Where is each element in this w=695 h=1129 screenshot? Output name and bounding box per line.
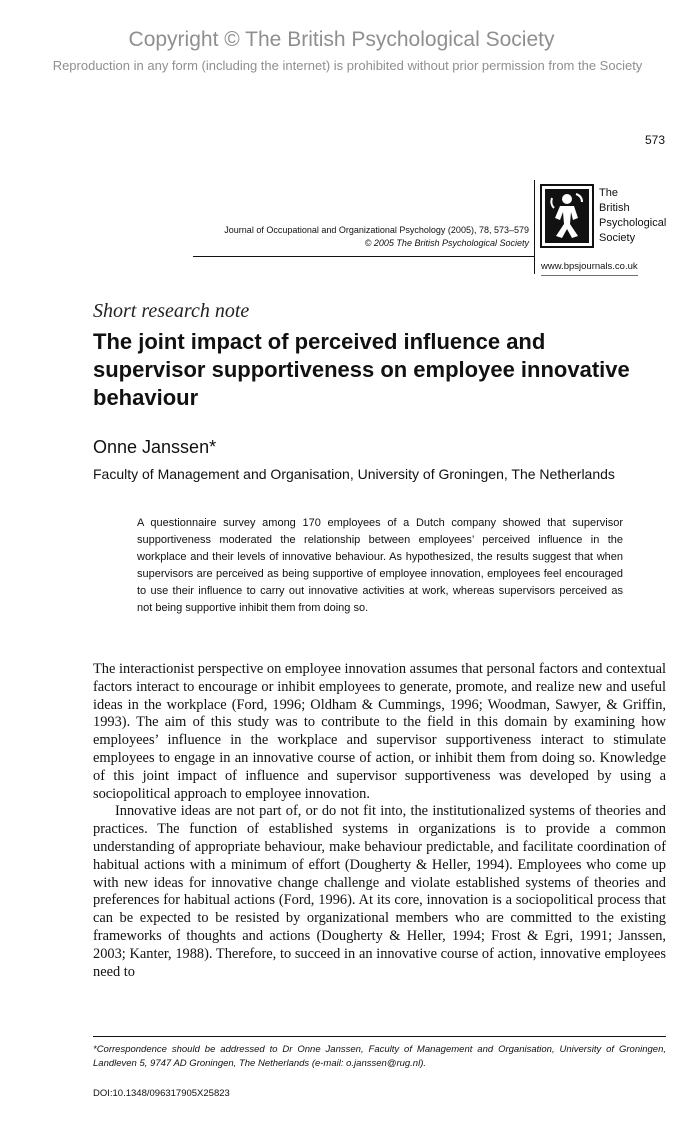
body-paragraph: The interactionist perspective on employee innovation assumes that personal factors and contextual factors interact to encourage or inhibit employees to generate, promote, and realize new and useful ideas in the workplace (Ford, 1996; Oldham & Cummings, 1996; Woodman, Sawyer, & Griffin, 1993). The aim of this study was to contribute to the field in this domain by examining how employees’ influence in the workplace and supervisor supportiveness interact to stimulate employees to engage in an innovative course of action, or inhibit them from doing so. Knowledge of this joint impact of influence and supervisor supportiveness was developed by using a sociopolitical approach to employee innovation. — [93, 661, 666, 802]
body-text — [93, 661, 666, 981]
journal-citation-block — [224, 224, 529, 250]
publisher-name-line: Society — [599, 232, 636, 244]
reproduction-notice: Reproduction in any form (including the internet) is prohibited without prior permission from the Society — [52, 58, 643, 73]
publisher-name-line: British — [599, 202, 630, 214]
author-name: Onne Janssen* — [93, 437, 217, 457]
body-paragraph: Innovative ideas are not part of, or do not fit into, the institutionalized systems of theories and practices. The function of established systems in organizations is to provide a common understanding of appropriate behaviour, make behaviour predictable, and facilitate coordination of habitual actions with a minimum of effort (Dougherty & Heller, 1994). Employees who come up with new ideas for innovative change challenge and violate established systems of theories and preferences for habitual actions (Ford, 1996). At its core, innovation is a sociopolitical process that can be expected to be resisted by organizational members who are committed to the existing frameworks of thoughts and actions (Dougherty & Heller, 1994; Frost & Egri, 1991; Janssen, 2003; Kanter, 1988). Therefore, to succeed in an innovative course of action, innovative employees need to — [93, 803, 666, 980]
author-affiliation: Faculty of Management and Organisation, University of Groningen, The Netherlands — [93, 466, 615, 482]
footnote-rule — [93, 1036, 666, 1037]
doi: DOI:10.1348/096317905X25823 — [93, 1088, 230, 1099]
journal-citation: Journal of Occupational and Organizational Psychology (2005), 78, 573–579 — [224, 225, 529, 235]
publisher-name-line: Psychological — [599, 217, 667, 229]
header-rule — [193, 256, 534, 257]
article-type-label: Short research note — [93, 300, 250, 322]
publisher-name — [599, 186, 666, 246]
correspondence-footnote: *Correspondence should be addressed to Dr Onne Janssen, Faculty of Management and Organisation, University of Groningen, Landleven 5, 9747 AD Groningen, The Netherlands (e-mail: o.janssen@rug.nl). — [93, 1044, 666, 1069]
header-divider — [534, 180, 535, 274]
copyright-watermark: Copyright © The British Psychological Society — [128, 28, 555, 51]
bps-logo-icon — [540, 184, 594, 248]
publisher-url-link[interactable]: www.bpsjournals.co.uk — [541, 261, 638, 276]
journal-copyright: © 2005 The British Psychological Society — [364, 238, 529, 248]
abstract: A questionnaire survey among 170 employees of a Dutch company showed that supervisor supportiveness moderated the relationship between employees’ perceived influence in the workplace and their levels of innovative behaviour. As hypothesized, the results suggest that when supervisors are perceived as being supportive of employee innovation, employees feel encouraged to use their influence to carry out innovative activities at work, whereas supervisors perceived as not being supportive inhibit them from doing so. — [137, 517, 623, 614]
article-title: The joint impact of perceived influence and supervisor supportiveness on employee innovative behaviour — [93, 329, 630, 410]
publisher-name-line: The — [599, 187, 618, 199]
page-number: 573 — [644, 133, 665, 147]
